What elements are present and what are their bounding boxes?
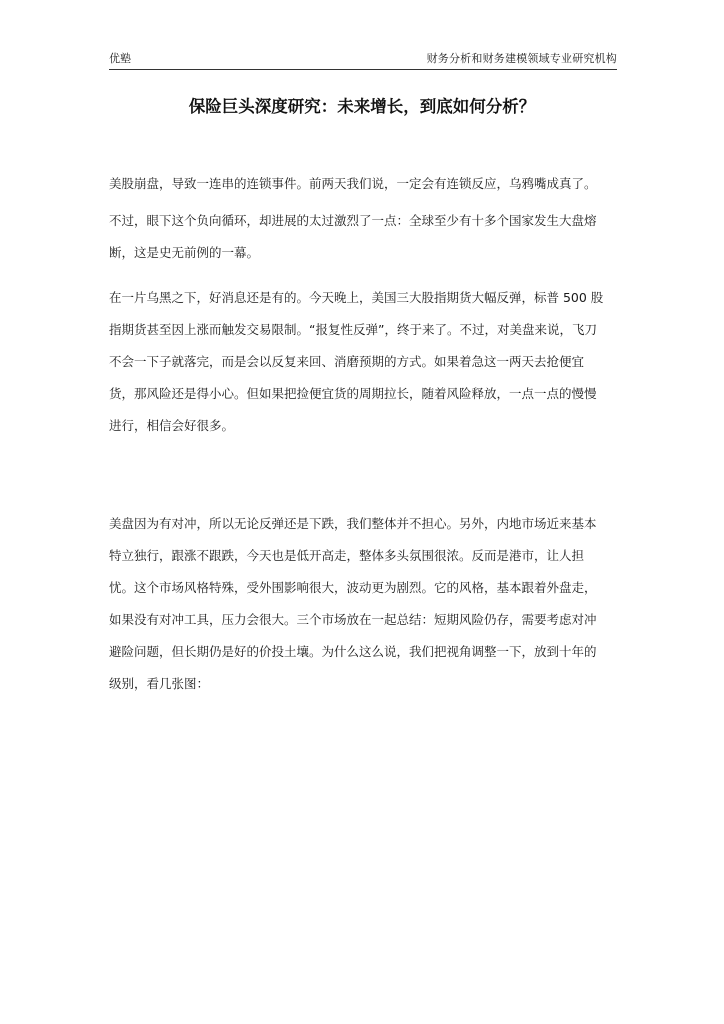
paragraph-line: 美盘因为有对冲，所以无论反弹还是下跌，我们整体并不担心。另外，内地市场近来基本	[109, 516, 597, 531]
paragraph-line: 进行，相信会好很多。	[109, 418, 235, 433]
paragraph-line: 在一片乌黑之下，好消息还是有的。今天晚上，美国三大股指期货大幅反弹，标普 500 股	[109, 290, 604, 305]
paragraph-line: 避险问题，但长期仍是好的价投土壤。为什么这么说，我们把视角调整一下，放到十年的	[109, 644, 597, 659]
paragraph-line: 货，那风险还是得小心。但如果把捡便宜货的周期拉长，随着风险释放，一点一点的慢慢	[109, 386, 597, 401]
paragraph-line: 特立独行，跟涨不跟跌，今天也是低开高走，整体多头氛围很浓。反而是港市，让人担	[109, 548, 585, 563]
paragraph-4	[109, 508, 617, 700]
paragraph-3	[109, 282, 617, 442]
paragraph-line: 美股崩盘，导致一连串的连锁事件。前两天我们说，一定会有连锁反应，乌鸦嘴成真了。	[109, 176, 597, 191]
paragraph-line: 如果没有对冲工具，压力会很大。三个市场放在一起总结：短期风险仍存，需要考虑对冲	[109, 612, 597, 627]
paragraph-line: 不会一下子就落完，而是会以反复来回、消磨预期的方式。如果着急这一两天去抢便宜	[109, 354, 585, 369]
paragraph-1	[109, 168, 617, 200]
paragraph-line: 指期货甚至因上涨而触发交易限制。“报复性反弹”，终于来了。不过，对美盘来说，飞刀	[109, 322, 597, 337]
header-brand: 优塾	[109, 52, 131, 65]
paragraph-line: 断，这是史无前例的一幕。	[109, 245, 260, 260]
paragraph-line: 级别，看几张图：	[109, 676, 210, 691]
paragraph-2	[109, 205, 617, 269]
paragraph-line: 不过，眼下这个负向循环，却进展的太过激烈了一点：全球至少有十多个国家发生大盘熔	[109, 213, 597, 228]
article-title: 保险巨头深度研究：未来增长，到底如何分析？	[188, 97, 536, 116]
paragraph-line: 忧。这个市场风格特殊，受外围影响很大，波动更为剧烈。它的风格，基本跟着外盘走，	[109, 580, 597, 595]
page-header	[109, 50, 617, 70]
header-tagline: 财务分析和财务建模领域专业研究机构	[426, 52, 617, 65]
